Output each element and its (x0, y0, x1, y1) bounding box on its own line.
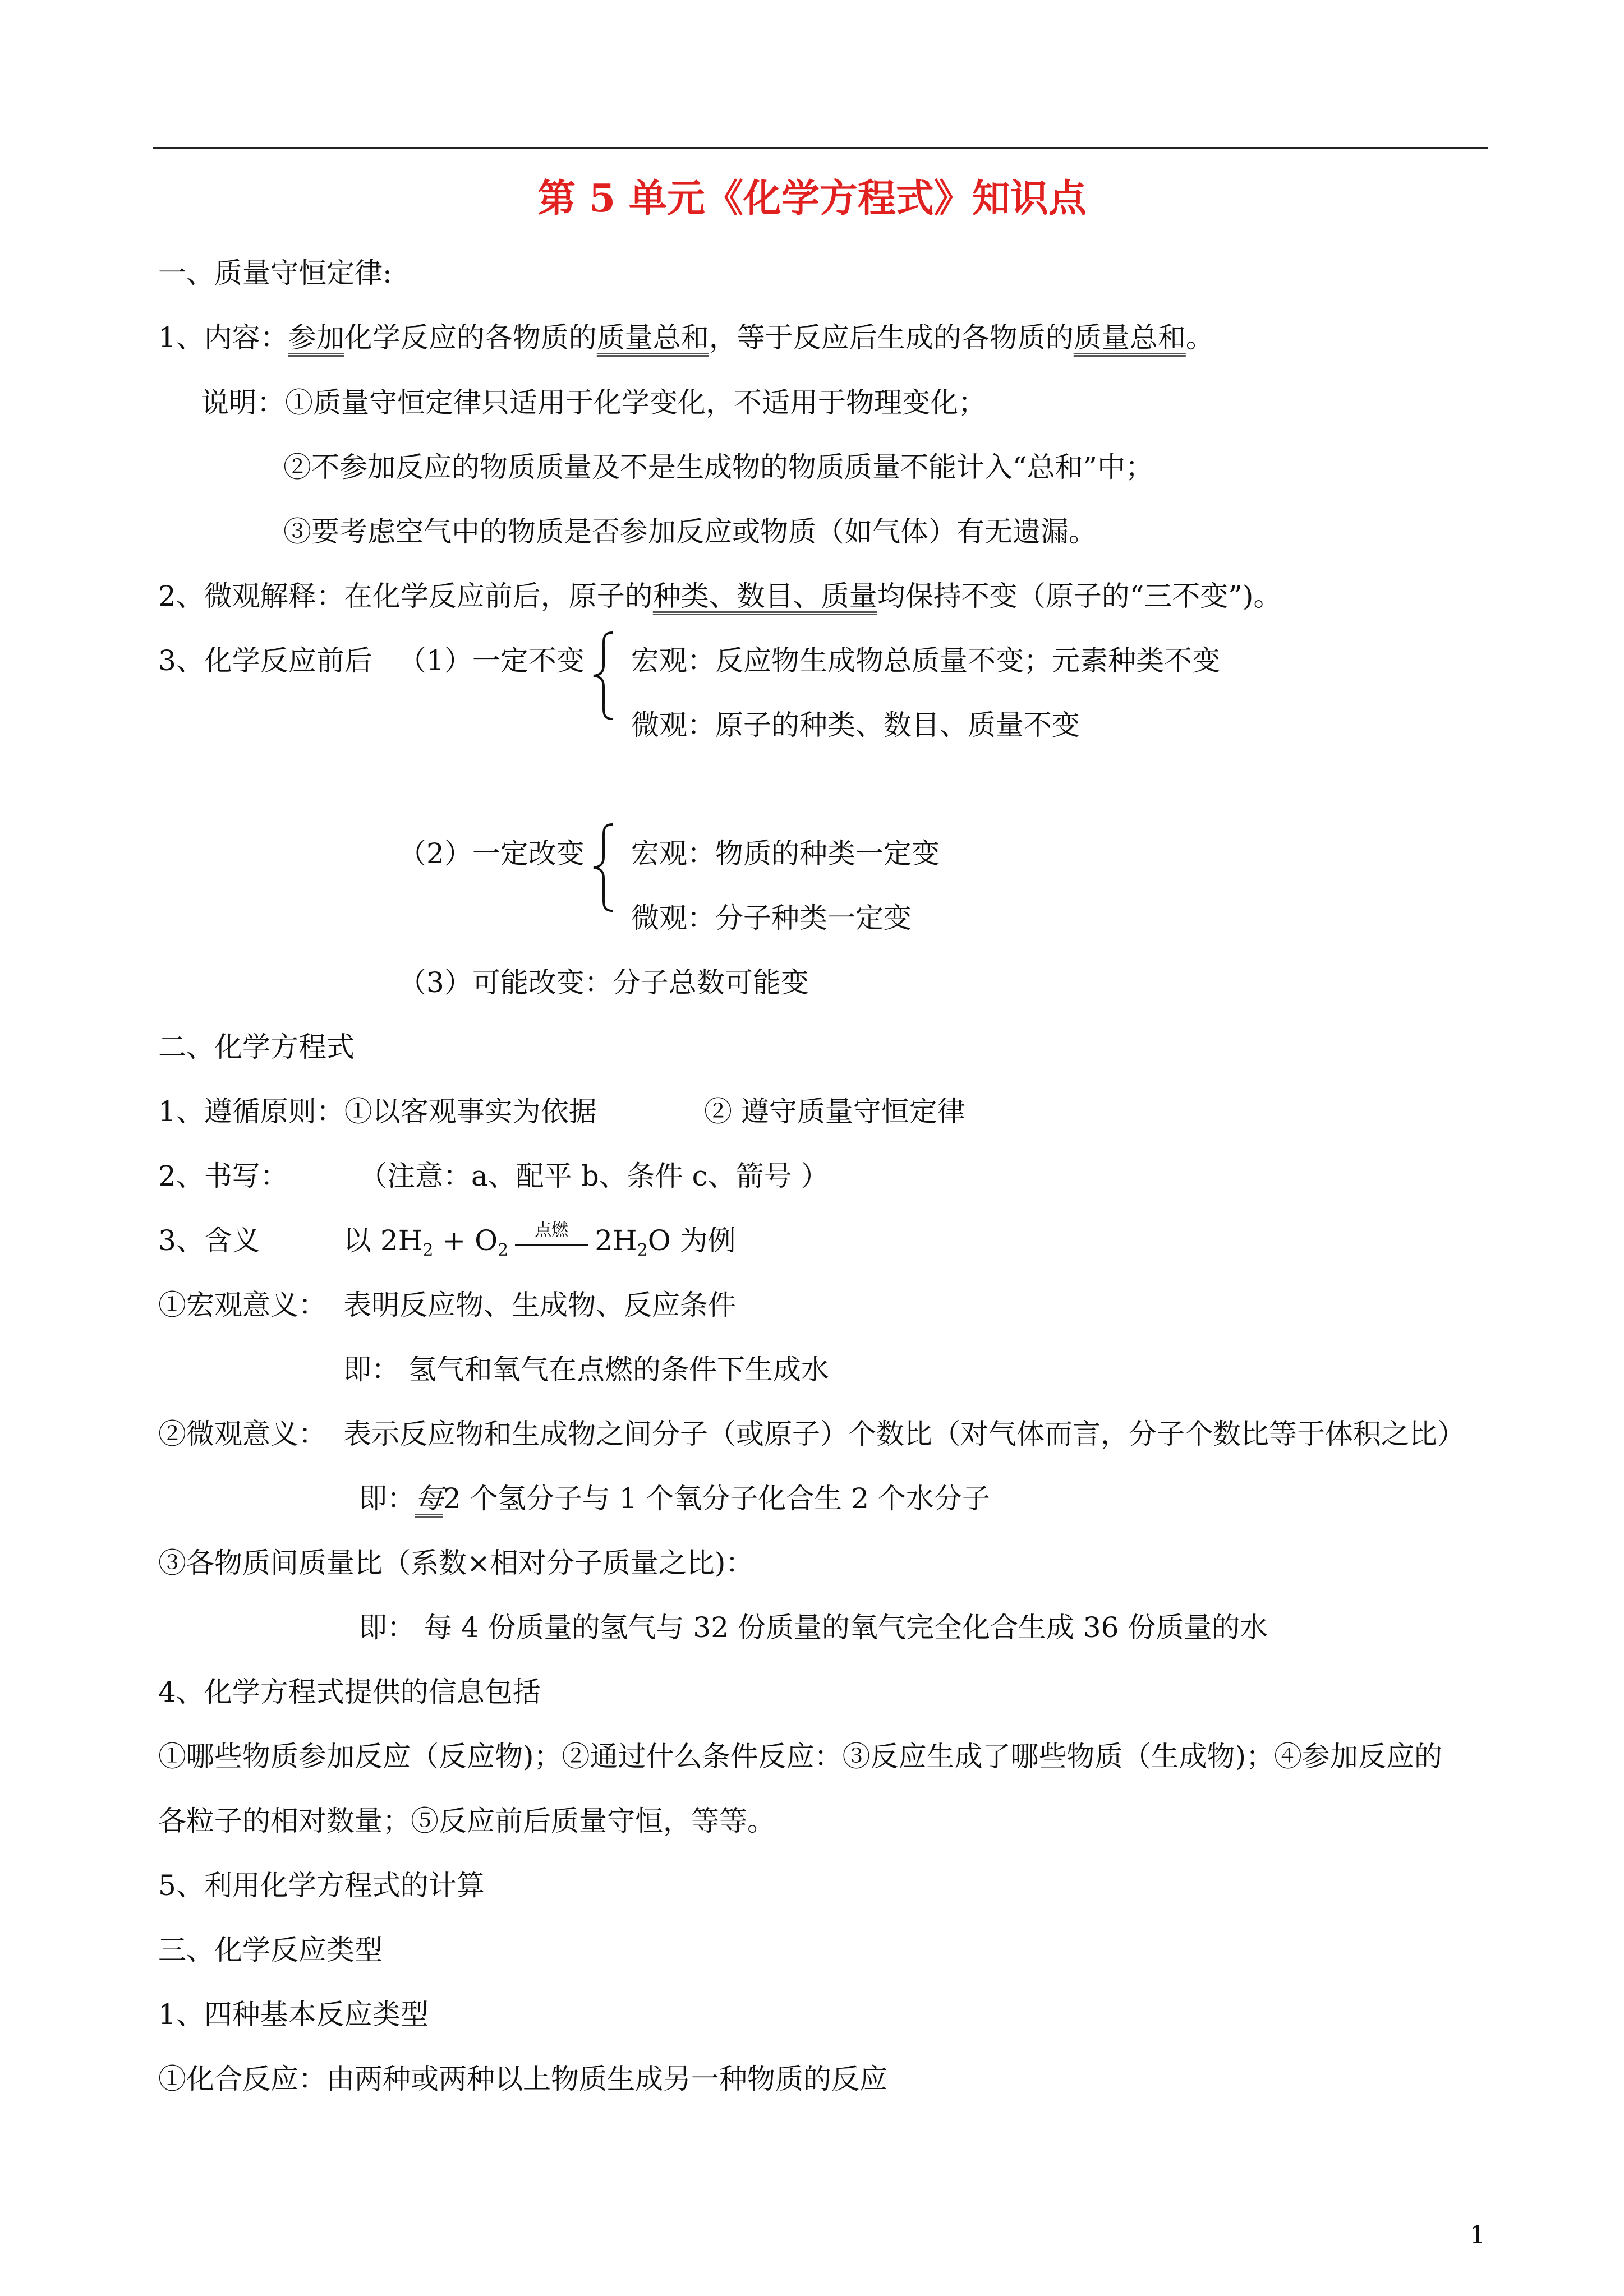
page-number: 1 (1470, 2221, 1485, 2249)
equation-product-tail: O 为例 (647, 1224, 736, 1257)
micro-meaning-example (359, 1484, 990, 1513)
equation-example (343, 1220, 736, 1260)
law-content-prefix: 1、内容： (158, 321, 288, 354)
principle-1: 1、遵循原则：①以客观事实为依据 (158, 1095, 597, 1128)
changed-label: （2）一定改变 (398, 837, 585, 870)
macro-meaning-label: ①宏观意义： (158, 1289, 326, 1321)
meaning-label: 3、含义 (158, 1224, 260, 1257)
law-content-underline-3: 质量总和 (1073, 321, 1186, 354)
equation-o-subscript: 2 (498, 1241, 509, 1260)
law-content-text-2: ，等于反应后生成的各物质的 (709, 321, 1074, 354)
info-label: 4、化学方程式提供的信息包括 (158, 1676, 541, 1708)
macro-meaning-example: 即： 氢气和氧气在点燃的条件下生成水 (343, 1353, 829, 1386)
law-content (158, 321, 1214, 354)
equation-product-subscript: 2 (637, 1241, 648, 1260)
calculation-item: 5、利用化学方程式的计算 (158, 1869, 485, 1902)
micro-example-prefix: 即： (359, 1482, 415, 1515)
combination-reaction: ①化合反应：由两种或两种以上物质生成另一种物质的反应 (158, 2063, 887, 2095)
equation-h-subscript: 2 (422, 1241, 434, 1260)
law-content-underline-2: 质量总和 (596, 321, 709, 354)
page-title: 第 5 单元《化学方程式》知识点 (537, 176, 1087, 221)
micro-meaning-text: 表示反应物和生成物之间分子（或原子）个数比（对气体而言，分子个数比等于体积之比） (343, 1418, 1465, 1450)
law-note-2: ②不参加反应的物质质量及不是生成物的物质质量不能计入“总和”中； (283, 451, 1154, 483)
micro-meaning-label: ②微观意义： (158, 1418, 326, 1450)
micro-explanation-prefix: 2、微观解释：在化学反应前后，原子的 (158, 580, 653, 612)
section3-heading: 三、化学反应类型 (158, 1934, 383, 1966)
law-content-text-1: 化学反应的各物质的 (344, 321, 597, 354)
equation-reactant-h: 以 2H (343, 1224, 423, 1257)
law-note-3: ③要考虑空气中的物质是否参加反应或物质（如气体）有无遗漏。 (283, 515, 1097, 548)
micro-explanation-underline: 种类、数目、质量 (652, 580, 877, 612)
unchanged-label: （1）一定不变 (398, 644, 585, 677)
equation-reactant-o: + O (433, 1224, 498, 1257)
before-after-lead: 3、化学反应前后 (158, 644, 372, 677)
basic-reaction-types: 1、四种基本反应类型 (158, 1998, 429, 2031)
writing-label: 2、书写： (158, 1160, 288, 1192)
writing-note: （注意：a、配平 b、条件 c、箭号 ） (359, 1160, 829, 1192)
maybe-changed: （3）可能改变：分子总数可能变 (398, 966, 809, 999)
section2-heading: 二、化学方程式 (158, 1031, 355, 1063)
section1-heading: 一、质量守恒定律: (158, 257, 392, 289)
info-line-1: ①哪些物质参加反应（反应物)；②通过什么条件反应：③反应生成了哪些物质（生成物)；④参加反应的 (158, 1740, 1443, 1773)
changed-brace (589, 820, 623, 915)
law-note-1: 说明：①质量守恒定律只适用于化学变化，不适用于物理变化； (201, 386, 986, 419)
micro-example-rest: 2 个氢分子与 1 个氧分子化合生 2 个水分子 (443, 1482, 990, 1515)
mass-ratio-label: ③各物质间质量比（系数×相对分子质量之比)： (158, 1547, 754, 1579)
reaction-condition (515, 1220, 588, 1255)
condition-text: 点燃 (535, 1220, 569, 1240)
changed-macro: 宏观：物质的种类一定变 (631, 837, 940, 870)
law-content-text-3: 。 (1185, 321, 1214, 354)
micro-explanation (158, 582, 1281, 610)
mass-ratio-example: 即： 每 4 份质量的氢气与 32 份质量的氧气完全化合生成 36 份质量的水 (359, 1611, 1268, 1644)
changed-micro: 微观：分子种类一定变 (631, 902, 912, 934)
unchanged-brace (589, 628, 623, 723)
reaction-arrow (515, 1244, 588, 1246)
header-rule (153, 147, 1488, 149)
micro-example-underline: 每 (415, 1482, 443, 1515)
unchanged-micro: 微观：原子的种类、数目、质量不变 (631, 709, 1080, 741)
micro-explanation-suffix: 均保持不变（原子的“三不变”)。 (877, 580, 1282, 612)
equation-product: 2H (595, 1224, 637, 1257)
macro-meaning-text: 表明反应物、生成物、反应条件 (343, 1289, 736, 1321)
unchanged-macro: 宏观：反应物生成物总质量不变；元素种类不变 (631, 644, 1220, 677)
info-line-2: 各粒子的相对数量；⑤反应前后质量守恒，等等。 (158, 1805, 775, 1837)
principle-2: ② 遵守质量守恒定律 (704, 1095, 965, 1128)
law-content-underline-1: 参加 (288, 321, 344, 354)
